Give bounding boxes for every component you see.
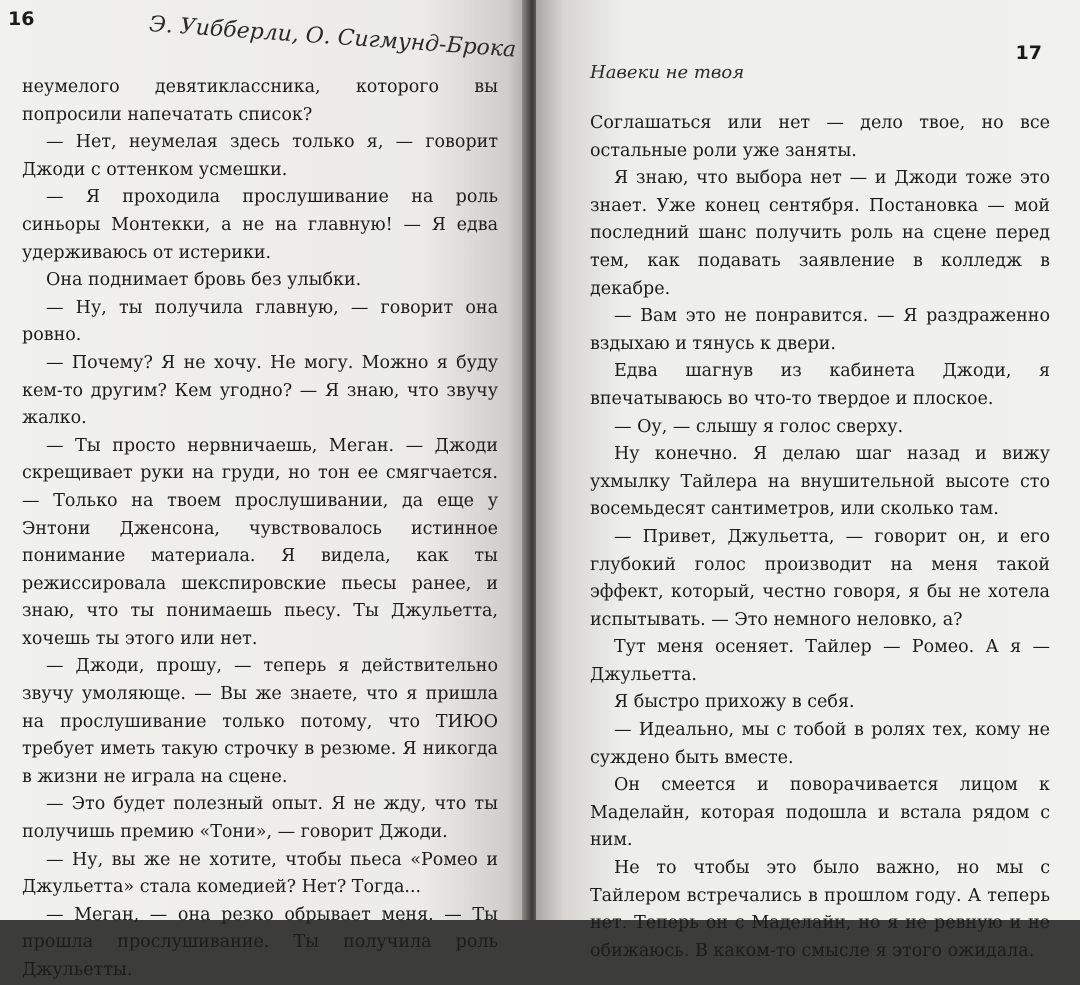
paragraph: — Я проходила прослушивание на роль синьоры Монтекки, а не на главную! — Я едва удерживаюсь от истерики. bbox=[22, 187, 498, 263]
paragraph: Едва шагнув из кабинета Джоди, я впечатываюсь во что-то твердое и плоское. bbox=[590, 361, 1050, 409]
paragraph: — Нет, неумелая здесь только я, — говорит Джоди с оттенком усмешки. bbox=[22, 132, 498, 180]
paragraph: — Джоди, прошу, — теперь я действительно звучу умоляюще. — Вы же знаете, что я пришла на прослушивание только потому, что ТИЮО требует иметь такую строчку в резюме. Я никогда в жизни не играла на сцене. bbox=[22, 656, 498, 787]
paragraph: — Ты просто нервничаешь, Меган. — Джоди скрещивает руки на груди, но тон ее смягчается. — Только на твоем прослушивании, да еще у Энтони Дженсона, чувствовалось истинное понимание материала. Я видела, как ты режиссировала шекспировские пьесы ранее, и знаю, что ты понимаешь пьесу. Ты Джульетта, хочешь ты этого или нет. bbox=[22, 435, 498, 649]
right-page bbox=[536, 0, 1080, 961]
paragraph: — Оу, — слышу я голос сверху. bbox=[614, 416, 904, 437]
right-page-text bbox=[590, 110, 1050, 965]
paragraph: неумелого девятиклассника, которого вы попросили напечатать список? bbox=[22, 77, 498, 125]
paragraph: — Вам это не понравится. — Я раздраженно вздыхаю и тянусь к двери. bbox=[590, 306, 1050, 354]
paragraph: — Меган, — она резко обрывает меня. — Ты прошла прослушивание. Ты получила роль Джульетты. bbox=[22, 904, 498, 980]
left-page-number: 16 bbox=[8, 8, 35, 30]
paragraph: Он смеется и поворачивается лицом к Маделайн, которая подошла и встала рядом с ним. bbox=[590, 775, 1050, 851]
paragraph: — Привет, Джульетта, — говорит он, и его глубокий голос производит на меня такой эффект, который, честно говоря, я бы не хотела испытывать. — Это немного неловко, а? bbox=[590, 526, 1050, 630]
right-page-number: 17 bbox=[1015, 42, 1042, 64]
paragraph: Не то чтобы это было важно, но мы с Тайлером встречались в прошлом году. А теперь нет. Теперь он с Маделайн, но я не ревную и не обижаюсь. В каком-то смысле я этого ожидала. bbox=[590, 858, 1050, 961]
right-running-head: Навеки не твоя bbox=[590, 62, 745, 83]
paragraph: — Идеально, мы с тобой в ролях тех, кому не суждено быть вместе. bbox=[590, 720, 1050, 768]
paragraph: — Ну, вы же не хотите, чтобы пьеса «Ромео и Джульетта» стала комедией? Нет? Тогда... bbox=[22, 849, 498, 898]
paragraph: Я быстро прихожу в себя. bbox=[614, 692, 855, 713]
left-page bbox=[0, 0, 528, 980]
paragraph: Она поднимает бровь без улыбки. bbox=[46, 270, 362, 291]
paragraph: — Это будет полезный опыт. Я не жду, что ты получишь премию «Тони», — говорит Джоди. bbox=[22, 794, 498, 843]
left-running-head: Э. Уибберли, О. Сигмунд-Брока bbox=[148, 12, 517, 63]
paragraph: Соглашаться или нет — дело твое, но все остальные роли уже заняты. bbox=[590, 113, 1050, 161]
paragraph: — Ну, ты получила главную, — говорит она ровно. bbox=[22, 297, 498, 346]
paragraph: Тут меня осеняет. Тайлер — Ромео. А я — Джульетта. bbox=[590, 637, 1050, 685]
paragraph: — Почему? Я не хочу. Не могу. Можно я буду кем-то другим? Кем угодно? — Я знаю, что звучу жалко. bbox=[22, 352, 498, 429]
paragraph: Я знаю, что выбора нет — и Джоди тоже это знает. Уже конец сентября. Постановка — мой последний шанс получить роль на сцене перед тем, как подавать заявление в колледж в декабре. bbox=[590, 168, 1050, 299]
left-page-text bbox=[22, 74, 498, 985]
paragraph: Ну конечно. Я делаю шаг назад и вижу ухмылку Тайлера на внушительной высоте сто восемьдесят сантиметров, или сколько там. bbox=[590, 444, 1050, 520]
